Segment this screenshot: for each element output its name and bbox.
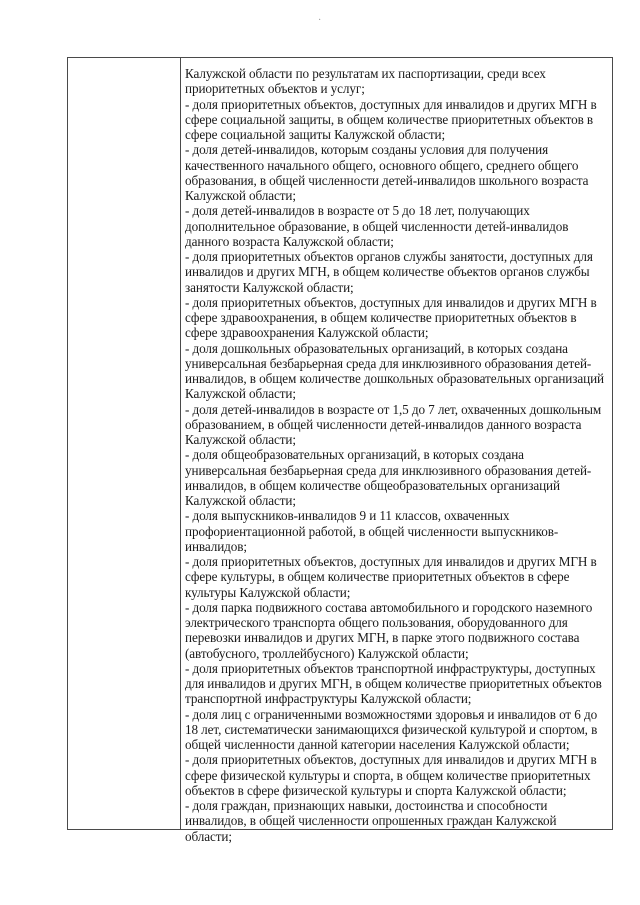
text-line: - доля приоритетных объектов органов службы занятости, доступных для [185, 249, 593, 264]
text-line: Калужской области; [185, 432, 296, 447]
text-line: инвалидов, в общем количестве дошкольных образовательных организаций [185, 371, 604, 386]
text-line: сфере здравоохранения, в общем количестве приоритетных объектов в [185, 310, 577, 325]
text-line: для инвалидов и других МГН, в общем количестве приоритетных объектов [185, 676, 602, 691]
text-line: инвалидов и других МГН, в общем количестве объектов органов службы [185, 264, 590, 280]
text-line: перевозки инвалидов и других МГН, в парке этого подвижного состава [185, 630, 580, 646]
text-line: Калужской области; [185, 493, 296, 508]
text-line: - доля приоритетных объектов, доступных для инвалидов и других МГН в [185, 96, 597, 112]
text-line: - доля приоритетных объектов, доступных для инвалидов и других МГН в [185, 294, 597, 310]
text-line: Калужской области по результатам их паспортизации, среди всех [185, 66, 546, 81]
text-line: (автобусного, троллейбусного) Калужской области; [185, 645, 469, 661]
text-line: универсальная безбарьерная среда для инклюзивного образования детей- [185, 462, 592, 478]
table-left-cell [68, 58, 180, 829]
text-line: образования, в общей численности детей-инвалидов школьного возраста [185, 172, 589, 188]
text-line: приоритетных объектов и услуг; [185, 81, 365, 97]
text-line: дополнительное образование, в общей численности детей-инвалидов [185, 218, 569, 234]
text-line: - доля детей-инвалидов, которым созданы условия для получения [185, 142, 549, 158]
text-line: - доля приоритетных объектов, доступных для инвалидов и других МГН в [185, 554, 597, 569]
table-right-cell [181, 66, 609, 844]
text-line: электрического транспорта общего пользования, оборудованного для [185, 615, 568, 630]
text-line: объектов в сфере физической культуры и спорта Калужской области; [185, 782, 567, 798]
text-line: - доля детей-инвалидов в возрасте от 1,5 до 7 лет, охваченных дошкольным [185, 401, 602, 417]
text-line: сфере физической культуры и спорта, в общем количестве приоритетных [185, 767, 591, 783]
text-line: Калужской области; [185, 386, 296, 402]
text-line: - доля приоритетных объектов, доступных для инвалидов и других МГН в [185, 752, 597, 768]
text-line: - доля парка подвижного состава автомобильного и городского наземного [185, 599, 593, 615]
text-line: Калужской области; [185, 188, 296, 203]
text-line: транспортной инфраструктуры Калужской области; [185, 691, 472, 707]
text-line: - доля граждан, признающих навыки, достоинства и способности [185, 798, 548, 813]
text-line: сфере социальной защиты Калужской области; [185, 127, 446, 142]
text-line: данного возраста Калужской области; [185, 233, 394, 249]
text-line: - доля выпускников-инвалидов 9 и 11 классов, охваченных [185, 508, 510, 524]
text-line: универсальная безбарьерная среда для инклюзивного образования детей- [185, 355, 592, 371]
text-line: профориентационной работой, в общей численности выпускников- [185, 523, 559, 539]
document-table [67, 57, 613, 844]
text-line: - доля дошкольных образовательных организаций, в которых создана [185, 340, 568, 356]
text-line: занятости Калужской области; [185, 279, 354, 295]
text-line: инвалидов, в общем количестве общеобразовательных организаций [185, 477, 560, 493]
text-line: качественного начального общего, основного общего, среднего общего [185, 157, 579, 173]
text-line: 18 лет, систематически занимающихся физической культурой и спортом, в [185, 721, 598, 737]
text-line: сфере здравоохранения Калужской области; [185, 325, 429, 341]
text-line: области; [185, 828, 232, 844]
text-line: сфере культуры, в общем количестве приоритетных объектов в сфере [185, 569, 570, 585]
text-line: образованием, в общей численности детей-инвалидов данного возраста [185, 416, 582, 432]
text-line: - доля общеобразовательных организаций, в которых создана [185, 447, 524, 463]
text-line: инвалидов, в общей численности опрошенных граждан Калужской [185, 813, 557, 829]
text-line: - доля лиц с ограниченными возможностями здоровья и инвалидов от 6 до [185, 706, 598, 722]
text-line: культуры Калужской области; [185, 584, 351, 600]
text-line: - доля приоритетных объектов транспортной инфраструктуры, доступных [185, 660, 596, 676]
text-line: общей численности данной категории населения Калужской области; [185, 737, 570, 752]
text-line: инвалидов; [185, 538, 247, 554]
text-line: сфере социальной защиты, в общем количестве приоритетных объектов в [185, 111, 594, 127]
page-mark: · [318, 15, 322, 26]
text-line: - доля детей-инвалидов в возрасте от 5 до 18 лет, получающих [185, 203, 530, 219]
